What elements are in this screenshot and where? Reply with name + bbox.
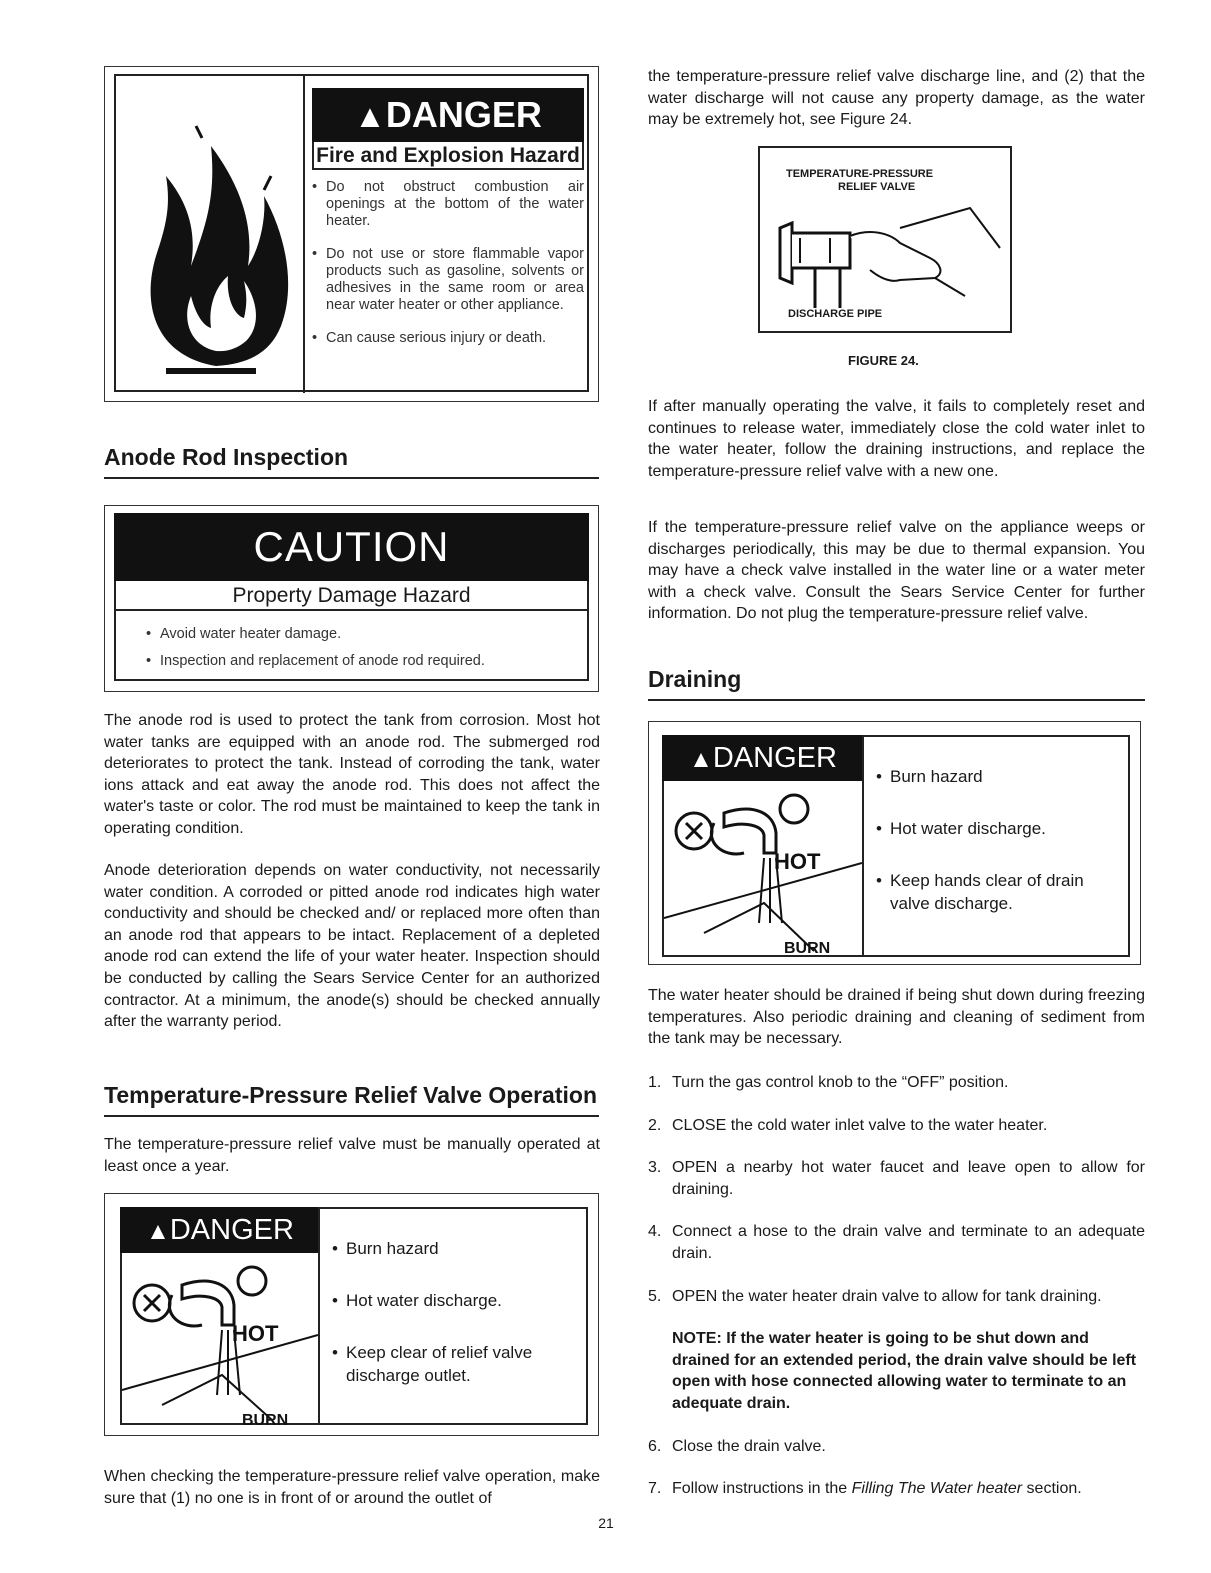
list-item: 5. OPEN the water heater drain valve to allow for tank draining. (648, 1287, 1102, 1305)
anode-heading: Anode Rod Inspection (104, 444, 599, 479)
weeps-paragraph: If the temperature-pressure relief valve on the appliance weeps or discharges periodically, this may be due to thermal expansion. You may have a check valve installed in the water line or a water meter with a check valve. Consult the Sears Service Center for further information. Do not plug the temperature-pressure relief valve. (648, 519, 1145, 623)
list-item: • Do not use or store flammable vapor products such as gasoline, solvents or adhesives in the same room or area near water heater or other appliance. (312, 246, 584, 314)
warning-triangle-icon: ▲ (354, 98, 386, 134)
draining-danger-box (648, 721, 1141, 965)
fire-hazard-list (312, 179, 584, 347)
list-item: • Hot water discharge. (876, 817, 1126, 840)
tpr-paragraph-continued: the temperature-pressure relief valve discharge line, and (2) that the water discharge will not cause any property damage, as the water may be extremely hot, see Figure 24. (648, 68, 1145, 129)
list-item: 4. Connect a hose to the drain valve and terminate to an adequate drain. (648, 1223, 1145, 1262)
list-item: • Burn hazard (876, 765, 1126, 788)
burn-label: BURN (784, 940, 831, 955)
relief-valve-illustration (770, 188, 1010, 308)
list-item: • Burn hazard (332, 1237, 582, 1260)
figure-caption: FIGURE 24. (848, 353, 919, 368)
tpr-danger-box (104, 1193, 599, 1436)
danger-signal-word: DANGER (385, 94, 542, 135)
list-item: • Do not obstruct combustion air openings at the bottom of the water heater. (312, 179, 584, 230)
page-number: 21 (598, 1515, 614, 1531)
hot-water-faucet-icon (664, 783, 862, 955)
danger-signal-word: DANGER (169, 1214, 294, 1246)
anode-paragraph-1: The anode rod is used to protect the tank from corrosion. Most hot water tanks are equipped with an anode rod. The submerged rod deteriorates to protect the tank. Instead of corroding the tank, water ions attack and eat away the anode rod. This does not affect the water's taste or color. The rod must be maintained to keep the tank in operating condition. (104, 712, 600, 837)
danger-banner (662, 735, 864, 781)
list-item: • Inspection and replacement of anode rod required. (146, 652, 576, 670)
tpr-danger-inner (120, 1207, 588, 1425)
figure-24 (758, 146, 1012, 333)
fire-danger-box (104, 66, 599, 402)
hot-water-faucet-icon (122, 1255, 318, 1425)
list-item: 2. CLOSE the cold water inlet valve to the water heater. (648, 1116, 1048, 1134)
caution-list (146, 625, 576, 670)
flame-icon (136, 106, 296, 376)
fire-danger-inner (114, 74, 589, 392)
caution-box (104, 505, 599, 692)
draining-note: NOTE: If the water heater is going to be shut down and drained for an extended period, the drain valve should be left open with hose connected allowing water to terminate to an adequate drain. (672, 1330, 1137, 1412)
list-item: • Can cause serious injury or death. (312, 330, 584, 347)
list-item: 3. OPEN a nearby hot water faucet and leave open to allow for draining. (648, 1159, 1145, 1198)
figure-label-top: TEMPERATURE-PRESSURE (786, 168, 934, 180)
list-item: • Avoid water heater damage. (146, 625, 576, 643)
draining-heading: Draining (648, 666, 1145, 701)
figure-label-top-2: RELIEF VALVE (838, 181, 916, 193)
warning-triangle-icon: ▲ (689, 746, 713, 773)
burn-label: BURN (242, 1412, 289, 1425)
danger-banner (120, 1207, 320, 1253)
danger-signal-word: DANGER (712, 742, 837, 774)
tpr-danger-list (332, 1237, 582, 1387)
draining-steps (648, 1072, 1145, 1521)
list-item: • Hot water discharge. (332, 1289, 582, 1312)
list-item: 7. Follow instructions in the Filling The Water heater section. (648, 1480, 1082, 1498)
tpr-paragraph-end: When checking the temperature-pressure relief valve operation, make sure that (1) no one is in front of or around the outlet of (104, 1468, 600, 1507)
draining-danger-list (876, 765, 1126, 915)
danger-banner (312, 88, 584, 142)
list-item: 1. Turn the gas control knob to the “OFF” position. (648, 1074, 1009, 1091)
caution-banner: CAUTION (114, 513, 589, 581)
tpr-heading: Temperature-Pressure Relief Valve Operation (104, 1082, 599, 1117)
list-item: 6. Close the drain valve. (648, 1437, 826, 1455)
anode-paragraph-2: Anode deterioration depends on water conductivity, not necessarily water condition. A corroded or pitted anode rod indicates high water conductivity and should be checked and/ or replaced more often than an anode rod that appears to be intact. Replacement of a depleted anode rod can extend the life of your water heater. Inspection should be conducted by calling the Sears Service Center for an authorized contractor. At a minimum, the anode(s) should be checked annually after the warranty period. (104, 862, 600, 1031)
section-reference: Filling The Water heater (851, 1480, 1023, 1498)
list-item: • Keep clear of relief valve discharge outlet. (332, 1341, 582, 1387)
reset-paragraph: If after manually operating the valve, it fails to completely reset and continues to release water, immediately close the cold water inlet to the water heater, follow the draining instructions, and replace the temperature-pressure relief valve with a new one. (648, 398, 1145, 480)
hot-label: HOT (232, 1321, 279, 1346)
draining-intro: The water heater should be drained if being shut down during freezing temperatures. Also periodic draining and cleaning of sediment from the tank may be necessary. (648, 987, 1145, 1048)
tpr-intro: The temperature-pressure relief valve must be manually operated at least once a year. (104, 1136, 600, 1175)
draining-danger-inner (662, 735, 1130, 957)
caution-inner (114, 513, 589, 681)
list-item: • Keep hands clear of drain valve discharge. (876, 869, 1126, 915)
warning-triangle-icon: ▲ (146, 1218, 170, 1245)
hot-label: HOT (774, 849, 821, 874)
fire-hazard-title: Fire and Explosion Hazard (312, 142, 584, 170)
figure-label-bottom: DISCHARGE PIPE (788, 308, 883, 320)
caution-hazard-title: Property Damage Hazard (116, 581, 587, 611)
